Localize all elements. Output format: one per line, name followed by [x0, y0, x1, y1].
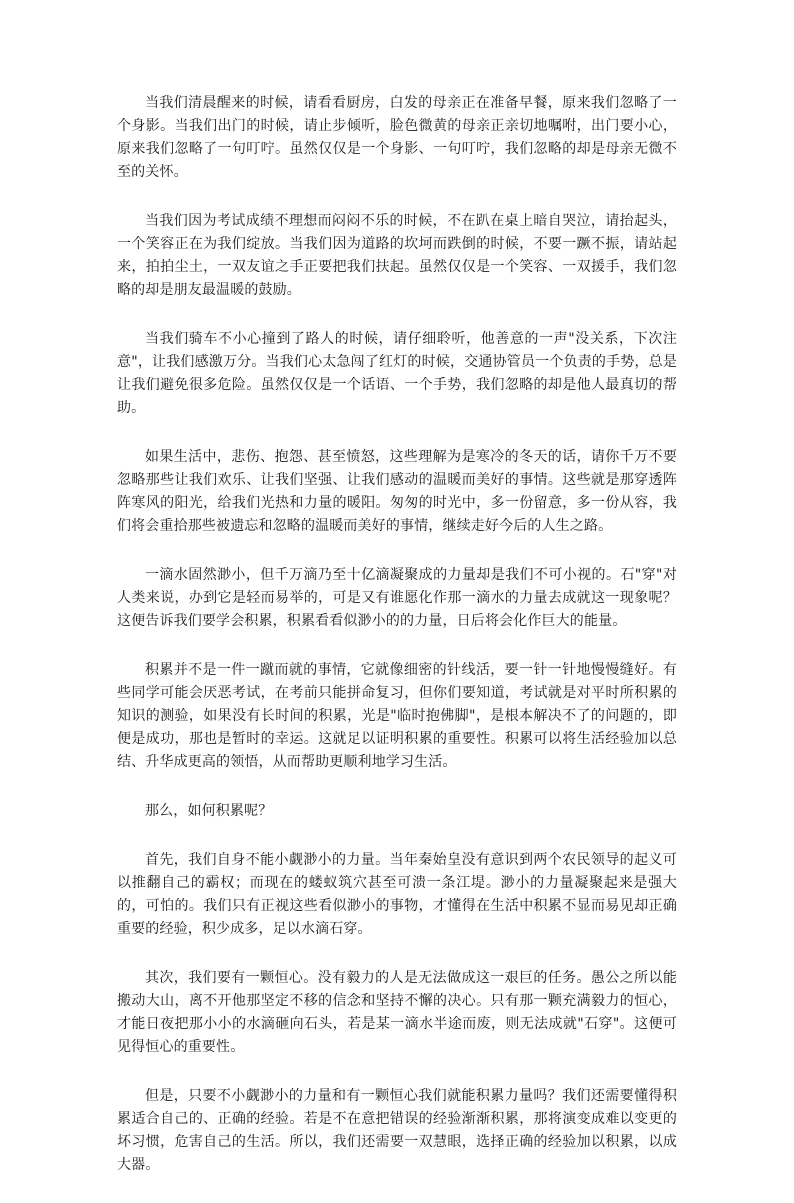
paragraph: 但是，只要不小觑渺小的力量和有一颗恒心我们就能积累力量吗？我们还需要懂得积累适合自己的、正确的经验。若是不在意把错误的经验渐渐积累，那将演变成难以变更的坏习惯，危害自己的生活。所以，我们还需要一双慧眼，选择正确的经验加以积累，以成大器。 — [117, 1088, 677, 1173]
paragraph: 积累并不是一件一蹴而就的事情，它就像细密的针线活，要一针一针地慢慢缝好。有些同学可能会厌恶考试，在考前只能拼命复习，但你们要知道，考试就是对平时所积累的知识的测验，如果没有长时间的积累，光是"临时抱佛脚"，是根本解决不了的问题的，即便是成功，那也是暂时的幸运。这就足以证明积累的重要性。积累可以将生活经验加以总结、升华成更高的领悟，从而帮助更顺利地学习生活。 — [117, 662, 677, 770]
paragraph: 其次，我们要有一颗恒心。没有毅力的人是无法做成这一艰巨的任务。愚公之所以能搬动大山，离不开他那坚定不移的信念和坚持不懈的决心。只有那一颗充满毅力的恒心，才能日夜把那小小的水滴砸向石头，若是某一滴水半途而废，则无法成就"石穿"。这便可见得恒心的重要性。 — [117, 970, 677, 1055]
paragraph: 当我们骑车不小心撞到了路人的时候，请仔细聆听，他善意的一声"没关系，下次注意"，让我们感激万分。当我们心太急闯了红灯的时候，交通协管员一个负责的手势，总是让我们避免很多危险。虽然仅仅是一个话语、一个手势，我们忽略的却是他人最真切的帮助。 — [117, 331, 677, 416]
paragraph: 如果生活中，悲伤、抱怨、甚至愤怒，这些理解为是寒冷的冬天的话，请你千万不要忽略那些让我们欢乐、让我们坚强、让我们感动的温暖而美好的事情。这些就是那穿透阵阵寒风的阳光，给我们光热和力量的暖阳。匆匆的时光中，多一份留意，多一份从容，我们将会重拾那些被遗忘和忽略的温暖而美好的事情，继续走好今后的人生之路。 — [117, 449, 677, 534]
document-body — [117, 92, 677, 1203]
paragraph: 当我们因为考试成绩不理想而闷闷不乐的时候，不在趴在桌上暗自哭泣，请抬起头，一个笑容正在为我们绽放。当我们因为道路的坎坷而跌倒的时候，不要一蹶不振，请站起来，拍拍尘土，一双友谊之手正要把我们扶起。虽然仅仅是一个笑容、一双援手，我们忽略的却是朋友最温暖的鼓励。 — [117, 213, 677, 298]
paragraph: 一滴水固然渺小，但千万滴乃至十亿滴凝聚成的力量却是我们不可小视的。石"穿"对人类来说，办到它是轻而易举的，可是又有谁愿化作那一滴水的力量去成就这一现象呢？这便告诉我们要学会积累，积累看看似渺小的的力量，日后将会化作巨大的能量。 — [117, 567, 677, 629]
paragraph: 当我们清晨醒来的时候，请看看厨房，白发的母亲正在准备早餐，原来我们忽略了一个身影。当我们出门的时候，请止步倾听，脸色微黄的母亲正亲切地嘱咐，出门要小心，原来我们忽略了一句叮咛。虽然仅仅是一个身影、一句叮咛，我们忽略的却是母亲无微不至的关怀。 — [117, 95, 677, 180]
paragraph: 首先，我们自身不能小觑渺小的力量。当年秦始皇没有意识到两个农民领导的起义可以推翻自己的霸权；而现在的蝼蚁筑穴甚至可溃一条江堤。渺小的力量凝聚起来是强大的，可怕的。我们只有正视这些看似渺小的事物，才懂得在生活中积累不显而易见却正确重要的经验，积少成多，足以水滴石穿。 — [117, 852, 677, 937]
paragraph: 那么，如何积累呢？ — [145, 803, 273, 819]
